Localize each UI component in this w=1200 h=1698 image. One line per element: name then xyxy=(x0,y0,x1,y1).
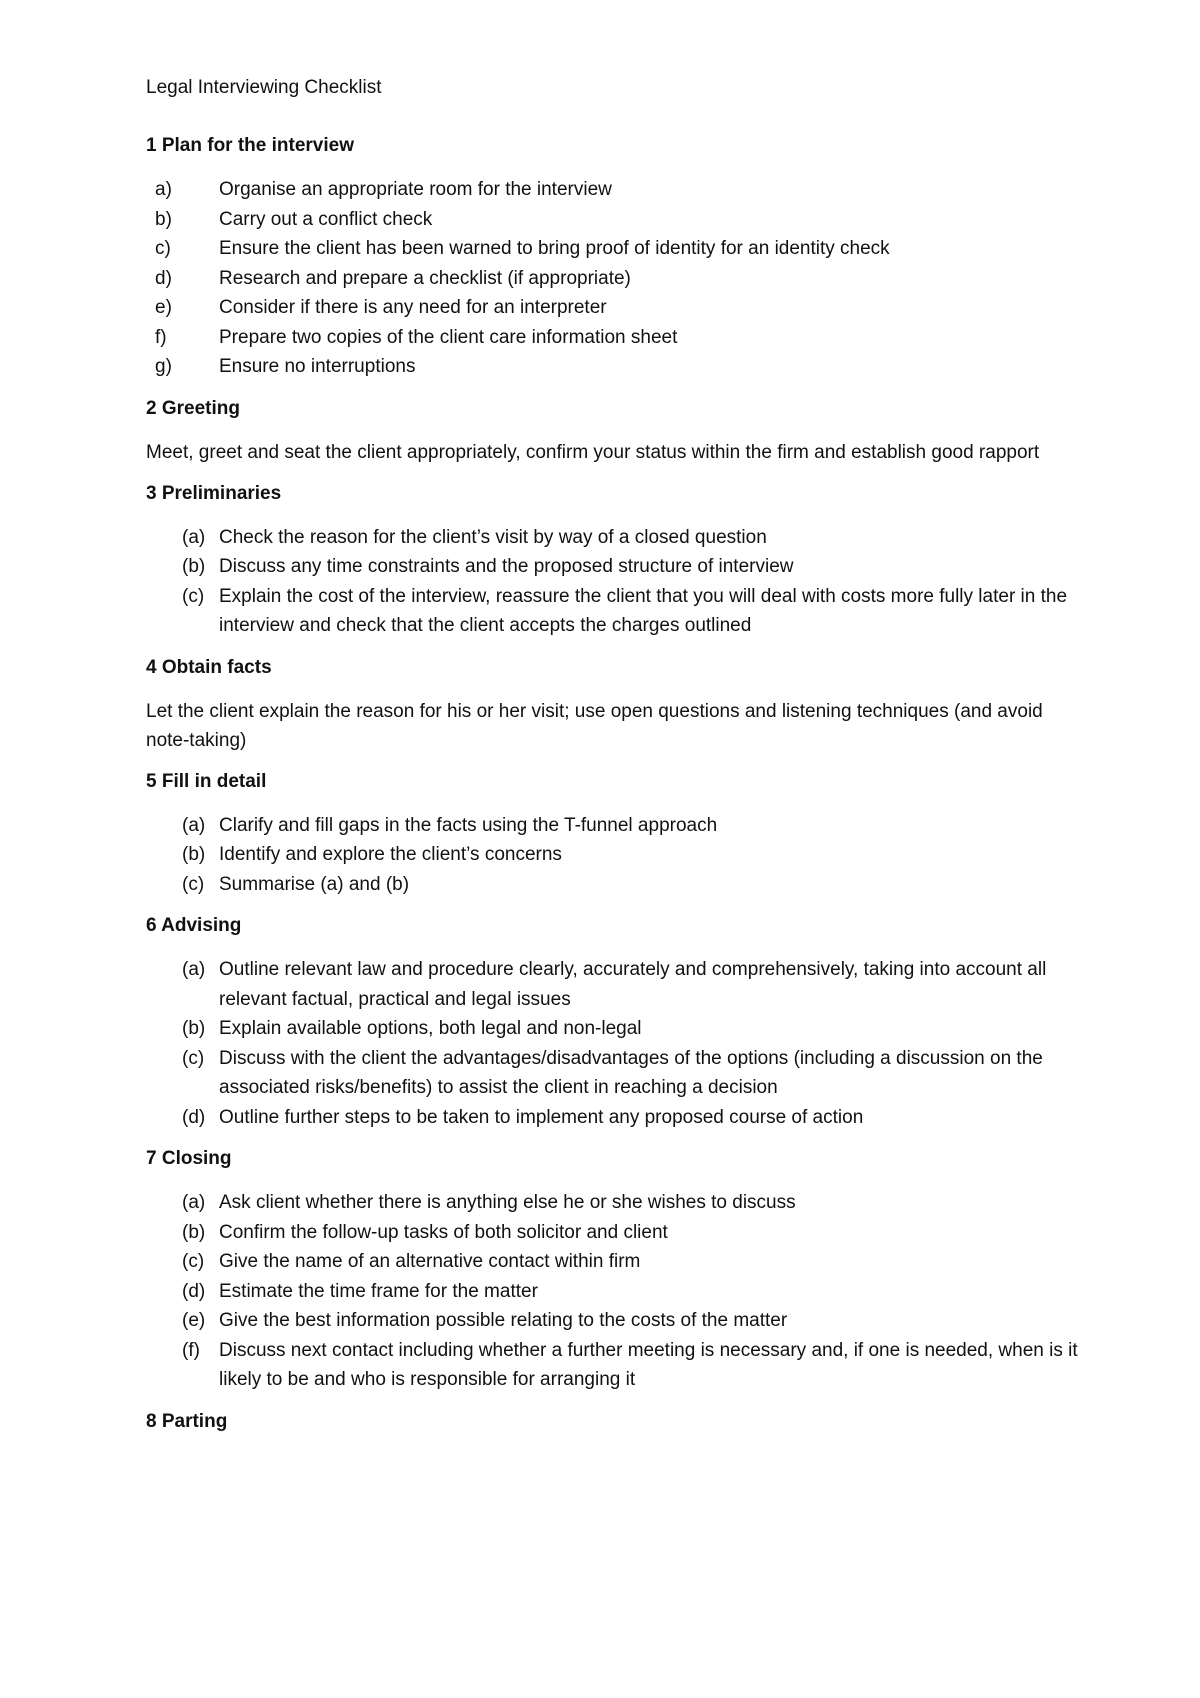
list-item xyxy=(146,955,1080,1014)
list-item-marker: g) xyxy=(155,356,172,377)
list-item-text: Clarify and fill gaps in the facts using the T-funnel approach xyxy=(219,814,718,836)
list-item xyxy=(146,523,1080,553)
section-heading: 4 Obtain facts xyxy=(146,656,272,678)
list-item-text: Discuss any time constraints and the proposed structure of interview xyxy=(219,556,794,577)
section xyxy=(146,768,1080,900)
list-item-marker: (b) xyxy=(182,556,206,577)
list-item xyxy=(146,175,1080,205)
checklist xyxy=(146,1188,1080,1395)
list-item-marker: b) xyxy=(155,208,172,230)
list-item xyxy=(146,811,1080,841)
section-heading: 1 Plan for the interview xyxy=(146,135,354,156)
checklist-items xyxy=(146,1188,1080,1395)
list-item-marker: (e) xyxy=(182,1310,206,1331)
section-heading: 7 Closing xyxy=(146,1148,232,1169)
list-item xyxy=(146,1218,1080,1248)
list-item-text: Summarise (a) and (b) xyxy=(219,873,410,895)
list-item xyxy=(146,1277,1080,1307)
checklist xyxy=(146,811,1080,900)
list-item-marker: (a) xyxy=(182,959,206,980)
list-item-text: Discuss with the client the advantages/disadvantages of the options (including a discussion on the associated risks/benefits) to assist the client in reaching a decision xyxy=(219,1047,1043,1098)
list-item xyxy=(146,352,1080,382)
list-item xyxy=(146,582,1080,641)
checklist xyxy=(146,955,1080,1132)
document-body xyxy=(146,132,1080,1436)
list-item-text: Give the name of an alternative contact within firm xyxy=(219,1251,641,1272)
list-item-text: Carry out a conflict check xyxy=(219,208,433,230)
list-item-marker: (f) xyxy=(182,1339,200,1361)
list-item-marker: (d) xyxy=(182,1280,206,1302)
list-item-text: Explain available options, both legal and non-legal xyxy=(219,1018,642,1039)
checklist-items xyxy=(146,811,1080,900)
list-item-text: Confirm the follow-up tasks of both solicitor and client xyxy=(219,1221,668,1243)
section-heading: 5 Fill in detail xyxy=(146,770,267,792)
section-paragraph: Let the client explain the reason for his or her visit; use open questions and listening techniques (and avoid note-taking) xyxy=(146,700,1043,751)
list-item-marker: (c) xyxy=(182,873,205,895)
list-item-marker: (a) xyxy=(182,526,206,548)
list-item xyxy=(146,1336,1080,1395)
list-item-marker: f) xyxy=(155,326,167,348)
checklist-items xyxy=(146,523,1080,641)
section-heading: 3 Preliminaries xyxy=(146,482,282,504)
list-item-marker: (b) xyxy=(182,1221,206,1243)
list-item-marker: e) xyxy=(155,297,172,318)
list-item-marker: (d) xyxy=(182,1106,206,1128)
list-item-marker: c) xyxy=(155,238,171,259)
list-item-text: Discuss next contact including whether a further meeting is necessary and, if one is needed, when is it likely to be and who is responsible for arranging it xyxy=(219,1339,1078,1390)
list-item-text: Consider if there is any need for an interpreter xyxy=(219,297,607,318)
list-item-marker: a) xyxy=(155,179,172,200)
list-item xyxy=(146,264,1080,294)
list-item-text: Research and prepare a checklist (if appropriate) xyxy=(219,267,631,289)
section xyxy=(146,1408,1080,1436)
list-item xyxy=(146,1247,1080,1277)
section-paragraph: Meet, greet and seat the client appropriately, confirm your status within the firm and establish good rapport xyxy=(146,441,1040,463)
list-item xyxy=(146,1103,1080,1133)
list-item-text: Ask client whether there is anything else he or she wishes to discuss xyxy=(219,1192,796,1213)
checklist xyxy=(146,523,1080,641)
list-item-text: Explain the cost of the interview, reassure the client that you will deal with costs more fully later in the interview and check that the client accepts the charges outlined xyxy=(219,585,1068,636)
list-item-text: Check the reason for the client’s visit by way of a closed question xyxy=(219,526,767,548)
list-item-text: Identify and explore the client’s concerns xyxy=(219,844,562,865)
list-item-text: Estimate the time frame for the matter xyxy=(219,1280,538,1302)
list-item-marker: (c) xyxy=(182,1251,205,1272)
section-heading: 2 Greeting xyxy=(146,397,240,419)
section xyxy=(146,395,1080,467)
document-title: Legal Interviewing Checklist xyxy=(146,77,382,98)
list-item xyxy=(146,840,1080,870)
list-item xyxy=(146,552,1080,582)
section-heading: 6 Advising xyxy=(146,915,242,936)
list-item xyxy=(146,870,1080,900)
section xyxy=(146,654,1080,755)
section xyxy=(146,912,1080,1132)
list-item-marker: (c) xyxy=(182,1047,205,1069)
list-item xyxy=(146,1044,1080,1103)
list-item xyxy=(146,1306,1080,1336)
list-item-marker: (a) xyxy=(182,1192,206,1213)
list-item-text: Ensure no interruptions xyxy=(219,356,416,377)
section xyxy=(146,132,1080,382)
list-item-marker: d) xyxy=(155,267,172,289)
list-item-text: Outline further steps to be taken to implement any proposed course of action xyxy=(219,1106,864,1128)
checklist-items xyxy=(146,175,1080,382)
section-heading: 8 Parting xyxy=(146,1410,228,1432)
list-item-text: Give the best information possible relating to the costs of the matter xyxy=(219,1310,788,1331)
list-item-text: Ensure the client has been warned to bring proof of identity for an identity check xyxy=(219,238,890,259)
section xyxy=(146,480,1080,641)
list-item-marker: (b) xyxy=(182,1018,206,1039)
list-item-marker: (c) xyxy=(182,585,205,607)
list-item xyxy=(146,293,1080,323)
list-item-text: Prepare two copies of the client care information sheet xyxy=(219,326,678,348)
section xyxy=(146,1145,1080,1395)
checklist xyxy=(146,175,1080,382)
list-item xyxy=(146,323,1080,353)
list-item xyxy=(146,234,1080,264)
list-item-marker: (a) xyxy=(182,814,206,836)
list-item xyxy=(146,205,1080,235)
list-item xyxy=(146,1188,1080,1218)
list-item-marker: (b) xyxy=(182,844,206,865)
list-item xyxy=(146,1014,1080,1044)
list-item-text: Outline relevant law and procedure clearly, accurately and comprehensively, taking into account all relevant factual, practical and legal issues xyxy=(219,959,1047,1010)
checklist-items xyxy=(146,955,1080,1132)
list-item-text: Organise an appropriate room for the interview xyxy=(219,179,612,200)
